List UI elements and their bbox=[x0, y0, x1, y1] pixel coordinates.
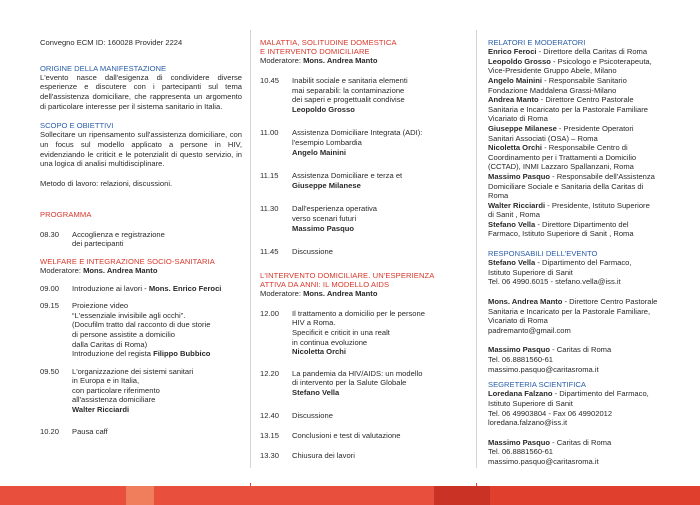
schedule-time: 08.30 bbox=[40, 229, 60, 239]
speaker-name: Filippo Bubbico bbox=[153, 349, 211, 359]
speaker-name: Stefano Vella bbox=[292, 387, 340, 397]
metodo-text: Metodo di lavoro: relazioni, discussioni. bbox=[40, 178, 173, 188]
color-bar-segment bbox=[490, 486, 700, 505]
aids-section bbox=[260, 271, 468, 299]
segreteria-pasquo: Massimo Pasquo - Caritas di Roma Tel. 06.8881560-61 massimo.pasquo@caritasroma.it bbox=[488, 437, 612, 466]
schedule-item-1315: 13.15 Conclusioni e test di valutazione bbox=[260, 431, 401, 441]
responsabile-vella: Stefano Vella - Dipartimento del Farmaco, Istituto Superiore di Sanit Tel. 06 4990.6015 - stefano.vella@iss.it bbox=[488, 258, 632, 287]
color-bar-segment bbox=[0, 486, 126, 505]
contact-email[interactable]: massimo.pasquo@caritasroma.it bbox=[488, 456, 599, 466]
segreteria-title: SEGRETERIA SCIENTIFICA bbox=[488, 380, 586, 390]
section-title: E INTERVENTO DOMICILIARE bbox=[260, 47, 370, 57]
color-bar-segment bbox=[434, 486, 490, 505]
relatore-entry: Angelo Mainini - Responsabile Sanitario Fondazione Maddalena Grassi-Milano bbox=[488, 75, 627, 95]
schedule-time: 11.30 bbox=[260, 204, 279, 214]
schedule-item-1145: 11.45 Discussione bbox=[260, 247, 333, 257]
schedule-item-1020: 10.20 Pausa caff bbox=[40, 426, 108, 436]
schedule-time: 10.45 bbox=[260, 76, 280, 85]
color-bar-segment bbox=[154, 486, 434, 505]
contact-email[interactable]: loredana.falzano@iss.it bbox=[488, 418, 568, 428]
column-divider bbox=[476, 30, 477, 468]
speaker-name: Walter Ricciardi bbox=[72, 405, 130, 415]
section-moderator: Moderatore: Mons. Andrea Manto bbox=[260, 289, 378, 299]
schedule-time: 11.00 bbox=[260, 128, 279, 138]
responsabile-pasquo: Massimo Pasquo - Caritas di Roma Tel. 06.8881560-61 massimo.pasquo@caritasroma.it bbox=[488, 345, 612, 374]
section-title: ATTIVA DA ANNI: IL MODELLO AIDS bbox=[260, 279, 390, 289]
bottom-color-bar bbox=[0, 486, 700, 505]
segreteria-falzano: Loredana Falzano - Dipartimento del Farmaco, Istituto Superiore di Sanit Tel. 06 49903804 - Fax 06 49902012 loredana.falzano@iss.it bbox=[488, 389, 649, 428]
relatori-list bbox=[488, 47, 684, 239]
speaker-name: Leopoldo Grosso bbox=[292, 104, 355, 114]
schedule-time: 09.50 bbox=[40, 366, 60, 376]
schedule-item-1240: 12.40 Discussione bbox=[260, 411, 333, 421]
relatore-entry: Leopoldo Grosso - Psicologo e Psicoterapeuta, Vice-Presidente Gruppo Abele, Milano bbox=[488, 56, 652, 76]
section-title: L'INTERVENTO DOMICILIARE. UN'ESPERIENZA bbox=[260, 270, 435, 280]
speaker-name: Massimo Pasquo bbox=[292, 223, 355, 233]
schedule-item-1220: 12.20 La pandemia da HIV/AIDS: un modello di intervento per la Salute Globale Stefano Vella bbox=[260, 369, 468, 398]
relatore-entry: Stefano Vella - Direttore Dipartimento del Farmaco, Istituto Superiore di Sanit , Roma bbox=[488, 219, 634, 239]
schedule-item-1130: 11.30 Dall'esperienza operativa verso scenari futuri Massimo Pasquo bbox=[260, 204, 468, 233]
schedule-time: 12.40 bbox=[260, 411, 280, 421]
schedule-item-0830 bbox=[40, 230, 242, 249]
welfare-moderator: Moderatore: Mons. Andrea Manto bbox=[40, 265, 158, 275]
relatore-entry: Massimo Pasquo - Responsabile dell'Assistenza Domiciliare Sociale e Sanitaria della Caritas di Roma bbox=[488, 171, 655, 201]
schedule-time: 13.15 bbox=[260, 431, 280, 441]
schedule-item-1200: 12.00 Il trattamento a domicilio per le persone HIV a Roma. Specificit e criticit in una realt in continua evoluzione Nicoletta Orchi bbox=[260, 309, 468, 357]
responsabile-manto: Mons. Andrea Manto - Direttore Centro Pastorale Sanitaria e Incaricato per la Pastorale Familiare, Vicariato di Roma padremanto@gmail.com bbox=[488, 297, 658, 335]
relatore-entry: Walter Ricciardi - Presidente, Istituto Superiore di Sanit , Roma bbox=[488, 200, 650, 220]
schedule-item-1100: 11.00 Assistenza Domiciliare Integrata (ADI): l'esempio Lombardia Angelo Mainini bbox=[260, 128, 468, 157]
relatore-entry: Andrea Manto - Direttore Centro Pastorale Sanitaria e Incaricato per la Pastorale Familiare Vicariato di Roma bbox=[488, 95, 648, 124]
speaker-name: Nicoletta Orchi bbox=[292, 347, 347, 357]
scopo-title: SCOPO E OBIETTIVI bbox=[40, 121, 114, 131]
scopo-text: Sollecitare un ripensamento sull'assistenza domiciliare, con un focus sul modello applicato a persone in HIV, evidenziando le criticit e le potenzialit di questo servizio, in una logica di analisi multidisciplinare. bbox=[40, 130, 242, 169]
welfare-section bbox=[40, 257, 242, 276]
schedule-time: 10.20 bbox=[40, 426, 60, 436]
schedule-item-0900: 09.00 Introduzione ai lavori - Mons. Enrico Feroci bbox=[40, 283, 222, 293]
origine-text: L'evento nasce dall'esigenza di condividere diverse esperienze e discutere con i partecipanti sul tema dell'assistenza domiciliare, che rappresenta un argomento di particolare interesse per il sistema sanitario in Italia. bbox=[40, 72, 242, 111]
section-title: MALATTIA, SOLITUDINE DOMESTICA bbox=[260, 38, 397, 47]
section-moderator: Moderatore: Mons. Andrea Manto bbox=[260, 56, 378, 66]
middle-column bbox=[260, 30, 468, 460]
right-column bbox=[488, 30, 684, 467]
schedule-item-1045: 10.45 Inabilit sociale e sanitaria elementi mai separabili: la contaminazione dei saperi e progettualit condivise Leopoldo Grosso bbox=[260, 76, 468, 114]
schedule-time: 11.45 bbox=[260, 247, 279, 257]
schedule-item-1115: 11.15 Assistenza Domiciliare e terza et Giuseppe Milanese bbox=[260, 171, 468, 190]
origine-title: ORIGINE DELLA MANIFESTAZIONE bbox=[40, 63, 167, 73]
relatore-entry: Enrico Feroci - Direttore della Caritas di Roma bbox=[488, 47, 648, 57]
schedule-time: 11.15 bbox=[260, 171, 279, 181]
color-bar-segment bbox=[126, 486, 154, 505]
schedule-time: 12.20 bbox=[260, 368, 280, 378]
speaker-name: Giuseppe Milanese bbox=[292, 180, 361, 190]
welfare-title: WELFARE E INTEGRAZIONE SOCIO-SANITARIA bbox=[40, 256, 215, 266]
speaker-name: Angelo Mainini bbox=[292, 147, 346, 157]
column-divider bbox=[250, 30, 251, 468]
ecm-header: Convegno ECM ID: 160028 Provider 2224 bbox=[40, 38, 183, 47]
schedule-time: 09.15 bbox=[40, 301, 60, 311]
schedule-time: 12.00 bbox=[260, 308, 280, 318]
relatori-title: RELATORI E MODERATORI bbox=[488, 38, 586, 47]
contact-email[interactable]: massimo.pasquo@caritasroma.it bbox=[488, 364, 599, 374]
schedule-item-1330: 13.30 Chiusura dei lavori bbox=[260, 450, 355, 460]
schedule-time: 09.00 bbox=[40, 283, 60, 293]
schedule-line: Accoglienza e registrazione bbox=[72, 229, 165, 239]
relatore-entry: Giuseppe Milanese - Presidente Operatori Sanitari Associati (OSA) – Roma bbox=[488, 123, 634, 143]
contact-email[interactable]: padremanto@gmail.com bbox=[488, 325, 571, 335]
left-column bbox=[40, 30, 242, 436]
scopo-section bbox=[40, 121, 242, 169]
contact-email[interactable]: Tel. 06 4990.6015 - stefano.vella@iss.it bbox=[488, 277, 621, 287]
responsabili-title: RESPONSABILI DELL'EVENTO bbox=[488, 249, 598, 259]
schedule-item-0950: 09.50 L'organizzazione dei sistemi sanitari in Europa e in Italia, con particolare riferimento all'assistenza domiciliare Walter Ricciardi bbox=[40, 367, 242, 415]
speaker-name: Mons. Enrico Feroci bbox=[148, 283, 222, 293]
malattia-section bbox=[260, 38, 468, 66]
origine-section bbox=[40, 64, 242, 112]
schedule-line: dei partecipanti bbox=[72, 239, 124, 249]
schedule-time: 13.30 bbox=[260, 450, 280, 460]
schedule-item-0915: 09.15 Proiezione video “L'essenziale invisibile agli occhi”. (Docufilm tratto dal racconto di due storie di persone assistite a domicilio dalla Caritas di Roma) Introduzione del regista Filippo Bubbico bbox=[40, 301, 211, 359]
relatore-entry: Nicoletta Orchi - Responsabile Centro di Coordinamento per i Trattamenti a Domicilio (CCTAD), INMI Lazzaro Spallanzani, Roma bbox=[488, 143, 637, 172]
programma-title: PROGRAMMA bbox=[40, 210, 92, 220]
